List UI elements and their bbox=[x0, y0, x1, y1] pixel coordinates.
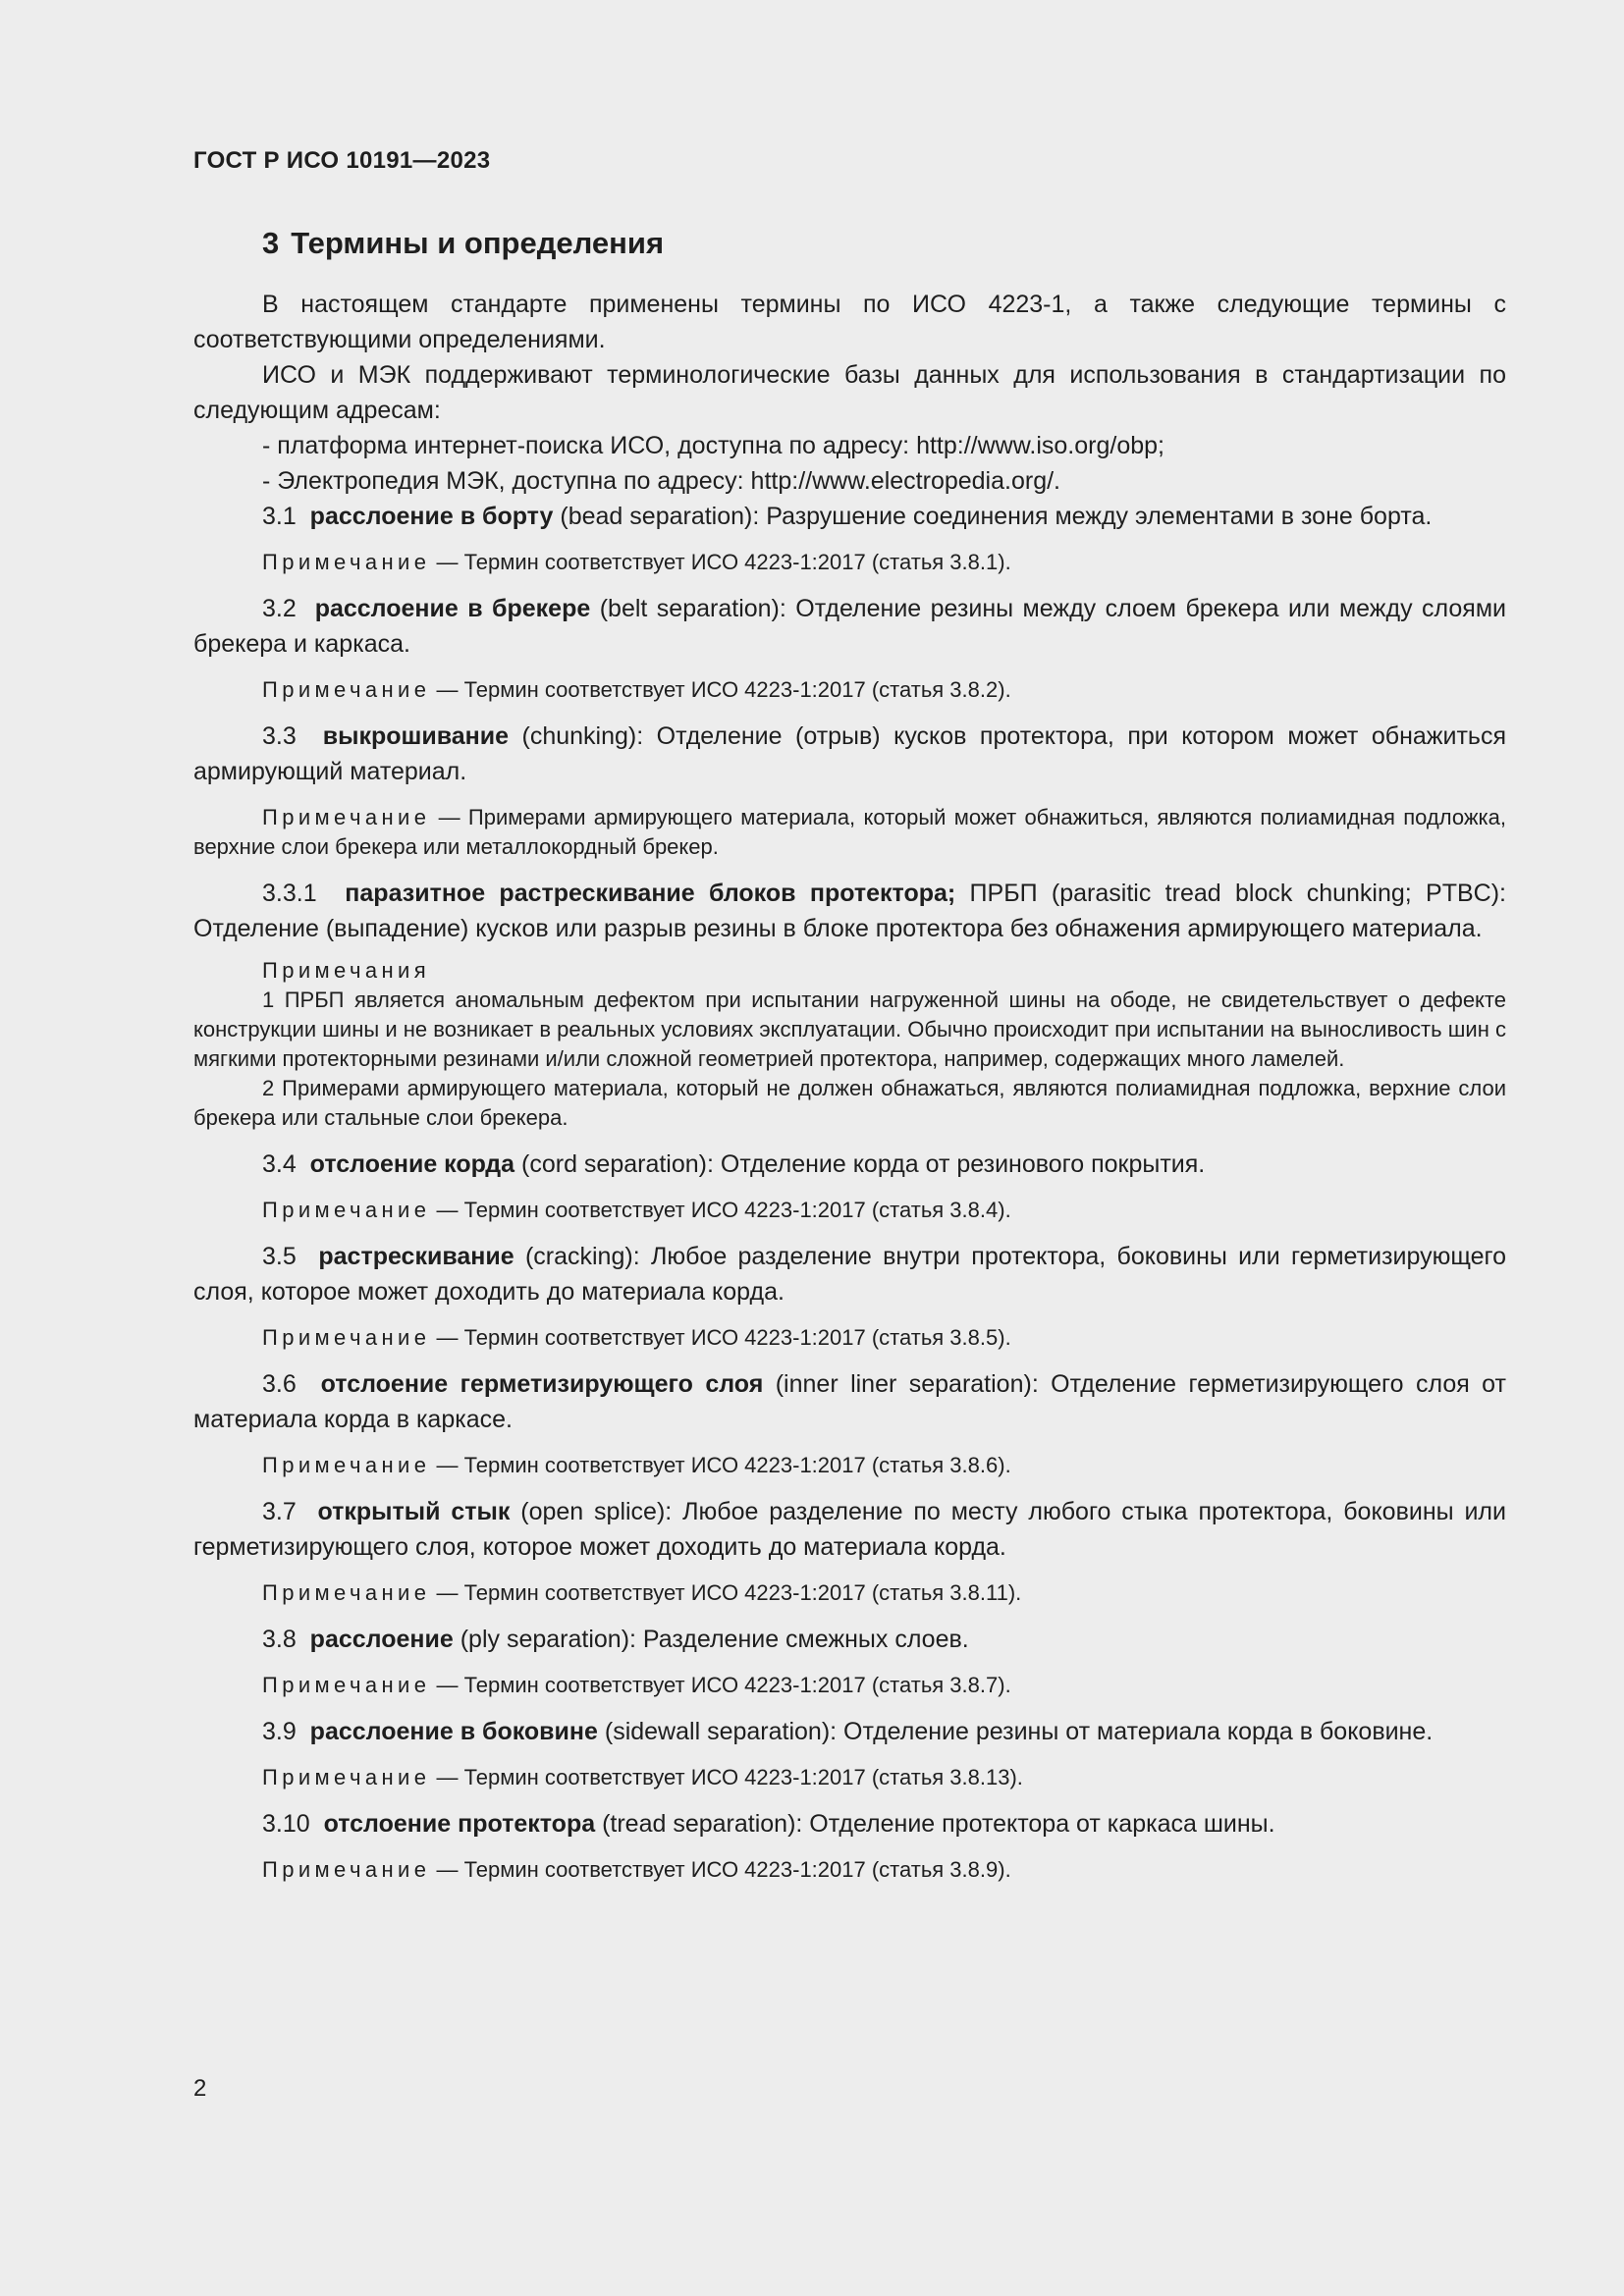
note-text: — Термин соответствует ИСО 4223-1:2017 (статья 3.8.11). bbox=[430, 1580, 1022, 1605]
note-text: — Термин соответствует ИСО 4223-1:2017 (статья 3.8.1). bbox=[430, 550, 1011, 574]
term-3-7 bbox=[193, 1494, 1506, 1565]
intro-paragraph: В настоящем стандарте применены термины по ИСО 4223-1, а также следующие термины с соответствующими определениями. bbox=[193, 291, 1506, 353]
note-label: Примечание bbox=[262, 1325, 431, 1350]
term-name: расслоение в борту bbox=[309, 503, 554, 530]
note-label: Примечание bbox=[262, 1765, 431, 1789]
term-name: выкрошивание bbox=[322, 722, 510, 750]
section-number: 3 bbox=[262, 226, 280, 260]
term-number: 3.4 bbox=[262, 1150, 297, 1178]
term-number: 3.6 bbox=[262, 1370, 297, 1398]
term-definition: (inner liner separation): Отделение герметизирующего слоя от материала корда в каркасе. bbox=[193, 1370, 1506, 1433]
term-number: 3.5 bbox=[262, 1243, 297, 1270]
note-label: Примечание bbox=[262, 1857, 431, 1882]
term-3-4 bbox=[193, 1147, 1506, 1182]
term-number: 3.9 bbox=[262, 1718, 297, 1745]
standard-header: ГОСТ Р ИСО 10191—2023 bbox=[193, 147, 491, 174]
page-number: 2 bbox=[193, 2075, 207, 2102]
note-3-10 bbox=[193, 1855, 1506, 1885]
term-3-3 bbox=[193, 719, 1506, 789]
note-item-1: 1 ПРБП является аномальным дефектом при испытании нагруженной шины на ободе, не свидетельствует о дефекте конструкции шины и не возникает в реальных условиях эксплуатации. Обычно происходит при испытании на выносливость шин с мягкими протекторными резинами и/или сложной геометрией протектора, например, содержащих много ламелей. bbox=[193, 988, 1506, 1071]
note-text: — Термин соответствует ИСО 4223-1:2017 (статья 3.8.2). bbox=[430, 677, 1011, 702]
term-number: 3.3.1 bbox=[262, 880, 317, 907]
intro-paragraph-databases: ИСО и МЭК поддерживают терминологические базы данных для использования в стандартизации по следующим адресам: bbox=[193, 361, 1506, 424]
note-label: Примечание bbox=[262, 677, 431, 702]
term-definition: (chunking): Отделение (отрыв) кусков протектора, при котором может обнажиться армирующий материал. bbox=[193, 722, 1506, 785]
note-3-8 bbox=[193, 1671, 1506, 1700]
note-text: — Термин соответствует ИСО 4223-1:2017 (статья 3.8.13). bbox=[430, 1765, 1023, 1789]
term-name: растрескивание bbox=[318, 1243, 514, 1270]
term-definition: (sidewall separation): Отделение резины от материала корда в боковине. bbox=[597, 1718, 1434, 1745]
note-text: — Примерами армирующего материала, который может обнажиться, являются полиамидная подложка, верхние слои брекера или металлокордный брекер. bbox=[193, 805, 1506, 859]
term-name: открытый стык bbox=[317, 1498, 511, 1525]
term-name: отслоение герметизирующего слоя bbox=[320, 1370, 764, 1398]
note-3-6 bbox=[193, 1451, 1506, 1480]
note-text: — Термин соответствует ИСО 4223-1:2017 (статья 3.8.4). bbox=[430, 1198, 1011, 1222]
term-name: расслоение в брекере bbox=[314, 595, 591, 622]
note-label: Примечание bbox=[262, 1673, 431, 1697]
term-definition: ПРБП (parasitic tread block chunking; PTBC): Отделение (выпадение) кусков или разрыв резины в блоке протектора без обнажения армирующего материала. bbox=[193, 880, 1506, 942]
term-3-1 bbox=[193, 499, 1506, 534]
page-content bbox=[193, 224, 1506, 1898]
note-text: — Термин соответствует ИСО 4223-1:2017 (статья 3.8.6). bbox=[430, 1453, 1011, 1477]
term-number: 3.7 bbox=[262, 1498, 297, 1525]
bullet-iso-obp: - платформа интернет-поиска ИСО, доступна по адресу: http://www.iso.org/obp; bbox=[262, 432, 1164, 459]
note-3-3 bbox=[193, 803, 1506, 862]
section-title: Термины и определения bbox=[291, 226, 665, 260]
note-3-9 bbox=[193, 1763, 1506, 1792]
note-3-5 bbox=[193, 1323, 1506, 1353]
term-number: 3.2 bbox=[262, 595, 297, 622]
term-definition: (belt separation): Отделение резины между слоем брекера или между слоями брекера и каркаса. bbox=[193, 595, 1506, 658]
term-3-2 bbox=[193, 591, 1506, 662]
term-3-8 bbox=[193, 1622, 1506, 1657]
note-label: Примечание bbox=[262, 550, 431, 574]
term-3-10 bbox=[193, 1806, 1506, 1842]
term-definition: (open splice): Любое разделение по месту любого стыка протектора, боковины или герметизирующего слоя, которое может доходить до материала корда. bbox=[193, 1498, 1506, 1561]
note-text: — Термин соответствует ИСО 4223-1:2017 (статья 3.8.5). bbox=[430, 1325, 1011, 1350]
term-3-6 bbox=[193, 1366, 1506, 1437]
bullet-electropedia: - Электропедия МЭК, доступна по адресу: http://www.electropedia.org/. bbox=[262, 467, 1060, 495]
term-number: 3.10 bbox=[262, 1810, 310, 1838]
term-3-5 bbox=[193, 1239, 1506, 1309]
term-name: расслоение bbox=[309, 1626, 454, 1653]
note-3-4 bbox=[193, 1196, 1506, 1225]
note-item-2: 2 Примерами армирующего материала, который не должен обнажаться, являются полиамидная подложка, верхние слои брекера или стальные слои брекера. bbox=[193, 1076, 1506, 1130]
notes-heading: Примечания bbox=[262, 958, 431, 983]
note-label: Примечание bbox=[262, 1198, 431, 1222]
term-3-9 bbox=[193, 1714, 1506, 1749]
note-3-1 bbox=[193, 548, 1506, 577]
note-3-7 bbox=[193, 1578, 1506, 1608]
term-number: 3.8 bbox=[262, 1626, 297, 1653]
term-number: 3.1 bbox=[262, 503, 297, 530]
note-label: Примечание bbox=[262, 805, 431, 829]
term-3-3-1 bbox=[193, 876, 1506, 946]
section-heading bbox=[262, 224, 1506, 263]
term-name: отслоение протектора bbox=[323, 1810, 596, 1838]
term-name: паразитное растрескивание блоков протектора; bbox=[345, 880, 956, 907]
term-definition: (cord separation): Отделение корда от резинового покрытия. bbox=[514, 1150, 1206, 1178]
term-definition: (ply separation): Разделение смежных слоев. bbox=[453, 1626, 969, 1653]
term-name: отслоение корда bbox=[309, 1150, 515, 1178]
term-number: 3.3 bbox=[262, 722, 297, 750]
term-definition: (cracking): Любое разделение внутри протектора, боковины или герметизирующего слоя, которое может доходить до материала корда. bbox=[193, 1243, 1506, 1306]
note-label: Примечание bbox=[262, 1580, 431, 1605]
note-label: Примечание bbox=[262, 1453, 431, 1477]
term-definition: (tread separation): Отделение протектора от каркаса шины. bbox=[595, 1810, 1275, 1838]
note-text: — Термин соответствует ИСО 4223-1:2017 (статья 3.8.9). bbox=[430, 1857, 1011, 1882]
term-name: расслоение в боковине bbox=[309, 1718, 598, 1745]
term-definition: (bead separation): Разрушение соединения между элементами в зоне борта. bbox=[553, 503, 1433, 530]
note-text: — Термин соответствует ИСО 4223-1:2017 (статья 3.8.7). bbox=[430, 1673, 1011, 1697]
note-3-2 bbox=[193, 675, 1506, 705]
